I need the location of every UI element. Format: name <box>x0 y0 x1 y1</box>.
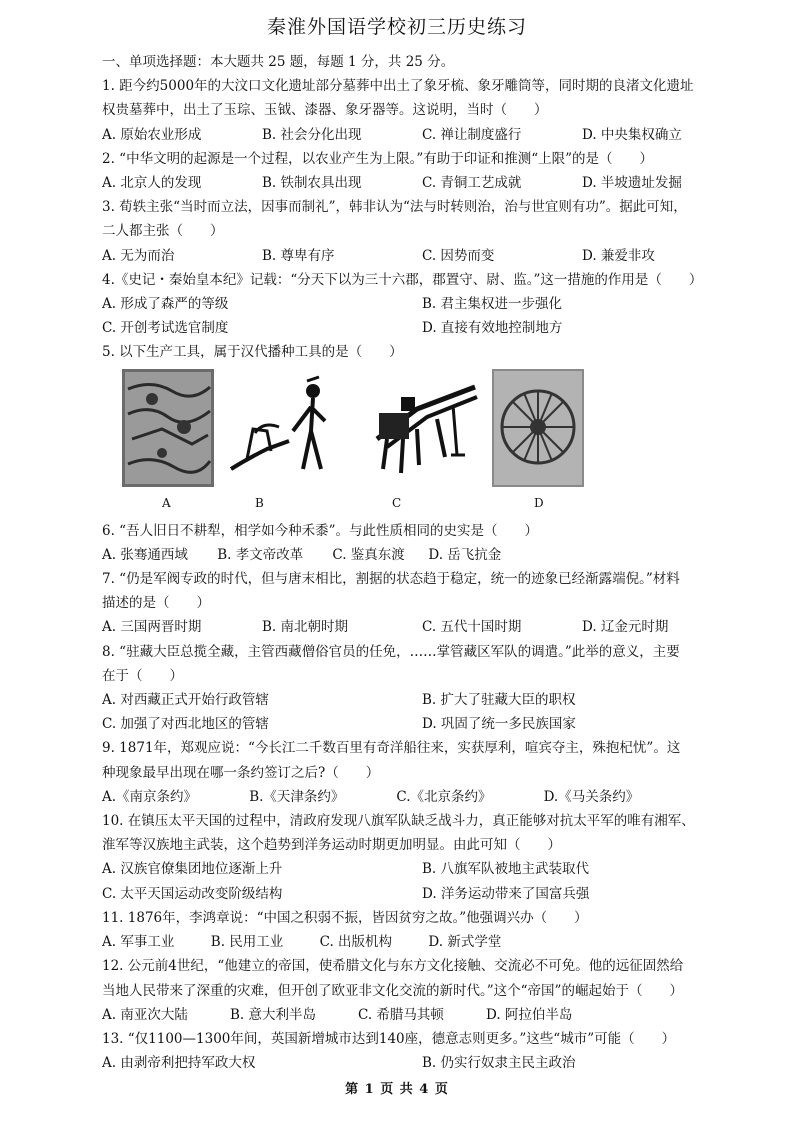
option-d: D. 辽金元时期 <box>582 619 669 636</box>
question-13 <box>102 1027 742 1075</box>
option-b: B. 仍实行奴隶主民主政治 <box>422 1055 576 1072</box>
question-text: 6. “吾人旧日不耕犁，相学如今种禾黍”。与此性质相同的史实是（ ） <box>102 522 538 539</box>
option-d: D. 洋务运动带来了国富兵强 <box>422 885 590 902</box>
question-11 <box>102 906 742 954</box>
section-heading: 一、单项选择题：本大题共 25 题，每题 1 分，共 25 分。 <box>102 54 455 70</box>
options-row <box>102 1051 742 1075</box>
question-text: 权贵墓葬中，出土了玉琮、玉钺、漆器、象牙器等。这说明，当时（ ） <box>102 102 548 119</box>
page-number: 第 1 页 共 4 页 <box>345 1082 449 1097</box>
question-text: 13. “仅1100—1300年间，英国新增城市达到140座，德意志则更多。”这些“城市”可能（ ） <box>102 1030 676 1047</box>
option-c: C. 禅让制度盛行 <box>422 126 522 143</box>
option-b: B.《天津条约》 <box>249 788 345 805</box>
option-a: A. 南亚次大陆 <box>102 1006 188 1023</box>
question-list <box>102 50 742 1075</box>
question-5 <box>102 340 742 516</box>
option-c: C. 出版机构 <box>319 934 393 951</box>
question-text: 5. 以下生产工具，属于汉代播种工具的是（ ） <box>102 344 403 361</box>
options-row <box>102 292 742 316</box>
option-a: A. 军事工业 <box>102 934 175 951</box>
question-12 <box>102 954 742 1027</box>
question-6 <box>102 519 742 567</box>
question-4 <box>102 268 742 341</box>
question-text: 8. “驻藏大臣总揽全藏，主管西藏僧俗官员的任免，……掌管藏区军队的调遣。”此举的意义，主要 <box>102 643 680 660</box>
option-a: A. 原始农业形成 <box>102 126 202 143</box>
option-b: B. 南北朝时期 <box>262 619 349 636</box>
question-text: 1. 距今约5000年的大汶口文化遗址部分墓葬中出土了象牙梳、象牙雕筒等，同时期的良渚文化遗址 <box>102 78 694 95</box>
question-3 <box>102 195 742 268</box>
option-a: A. 北京人的发现 <box>102 175 202 192</box>
question-text: 9. 1871年，郑观应说：“今长江二千数百里有奇洋船往来，实获厚利，喧宾夺主，殊抱杞忧”。这 <box>102 740 681 757</box>
question-text: 11. 1876年，李鸿章说：“中国之积弱不振，皆因贫穷之故。”他强调兴办（ ） <box>102 909 588 926</box>
option-d: D. 直接有效地控制地方 <box>422 320 563 337</box>
option-a: A. 形成了森严的等级 <box>102 296 229 313</box>
option-d: D. 岳飞抗金 <box>428 546 502 563</box>
option-a: A. 无为而治 <box>102 247 175 264</box>
option-b: B. 民用工业 <box>210 934 284 951</box>
tool-image-b <box>227 369 337 487</box>
option-d: D.《马关条约》 <box>543 788 640 805</box>
question-text: 种现象最早出现在哪一条约签订之后?（ ） <box>102 764 380 781</box>
question-text: 二人都主张（ ） <box>102 223 224 240</box>
tool-images <box>102 369 742 517</box>
option-c: C. 五代十国时期 <box>422 619 522 636</box>
option-b: B. 铁制农具出现 <box>262 175 362 192</box>
option-c: C. 青铜工艺成就 <box>422 175 522 192</box>
question-10 <box>102 809 742 906</box>
options-row <box>102 930 742 954</box>
option-d: D. 巩固了统一多民族国家 <box>422 716 576 733</box>
question-text: 在于（ ） <box>102 667 183 684</box>
options-row <box>102 857 742 881</box>
option-a: A. 对西藏正式开始行政管辖 <box>102 692 269 709</box>
question-text: 淮军等汉族地主武装，这个趋势到洋务运动时期更加明显。由此可知（ ） <box>102 837 561 854</box>
options-row <box>102 171 742 195</box>
option-d: D. 中央集权确立 <box>582 126 682 143</box>
option-b: B. 意大利半岛 <box>230 1006 317 1023</box>
option-a: A. 由剥帝利把持军政大权 <box>102 1055 256 1072</box>
question-text: 当地人民带来了深重的灾难，但开创了欧亚非文化交流的新时代。”这个“帝国”的崛起始于（ ） <box>102 982 683 999</box>
options-row <box>102 688 742 712</box>
option-b: B. 尊卑有序 <box>262 247 335 264</box>
option-b: B. 社会分化出现 <box>262 126 362 143</box>
tool-label-b: B <box>255 495 264 510</box>
options-row <box>102 316 742 340</box>
page-title: 秦淮外国语学校初三历史练习 <box>266 16 527 38</box>
question-text: 2. “中华文明的起源是一个过程，以农业产生为上限。”有助于印证和推测“上限”的是（ ） <box>102 150 654 167</box>
option-a: A. 张骞通西域 <box>102 546 188 563</box>
options-row <box>102 785 742 809</box>
option-a: A. 汉族官僚集团地位逐渐上升 <box>102 861 283 878</box>
question-2 <box>102 147 742 195</box>
option-c: C. 鉴真东渡 <box>332 546 405 563</box>
option-d: D. 半坡遗址发掘 <box>582 175 682 192</box>
option-c: C. 加强了对西北地区的管辖 <box>102 716 269 733</box>
question-9 <box>102 736 742 809</box>
option-b: B. 孝文帝改革 <box>217 546 304 563</box>
option-d: D. 阿拉伯半岛 <box>486 1006 573 1023</box>
options-row <box>102 712 742 736</box>
question-text: 4.《史记・秦始皇本纪》记载：“分天下以为三十六郡，郡置守、尉、监。”这一措施的作用是（ ） <box>102 271 703 288</box>
option-d: D. 兼爱非攻 <box>582 247 655 264</box>
options-row <box>102 543 742 567</box>
option-b: B. 八旗军队被地主武装取代 <box>422 861 590 878</box>
tool-label-d: D <box>534 495 544 510</box>
option-b: B. 君主集权进一步强化 <box>422 296 563 313</box>
options-row <box>102 123 742 147</box>
question-text: 10. 在镇压太平天国的过程中，清政府发现八旗军队缺乏战斗力，真正能够对抗太平军的唯有湘军、 <box>102 813 695 830</box>
question-8 <box>102 640 742 737</box>
tool-label-c: C <box>392 495 402 510</box>
question-text: 3. 荀轶主张“当时而立法，因事而制礼”，韩非认为“法与时转则治，治与世宜则有功”。据此可知， <box>102 199 687 216</box>
option-a: A.《南京条约》 <box>102 788 198 805</box>
options-row <box>102 882 742 906</box>
tool-image-d <box>492 369 584 487</box>
options-row <box>102 244 742 268</box>
question-text: 12. 公元前4世纪，“他建立的帝国，使希腊文化与东方文化接触、交流必不可免。他的远征固然给 <box>102 958 684 975</box>
option-b: B. 扩大了驻藏大臣的职权 <box>422 692 576 709</box>
option-d: D. 新式学堂 <box>428 934 502 951</box>
question-text: 7. “仍是军阀专政的时代，但与唐末相比，割据的状态趋于稳定，统一的迹象已经渐露端倪。”材料 <box>102 571 680 588</box>
option-c: C. 因势而变 <box>422 247 495 264</box>
options-row <box>102 615 742 639</box>
option-c: C.《北京条约》 <box>396 788 492 805</box>
tool-label-a: A <box>162 495 171 510</box>
question-text: 描述的是（ ） <box>102 595 210 612</box>
question-1 <box>102 74 742 147</box>
tool-image-c <box>357 369 482 487</box>
option-c: C. 希腊马其顿 <box>358 1006 444 1023</box>
option-c: C. 太平天国运动改变阶级结构 <box>102 885 283 902</box>
option-c: C. 开创考试选官制度 <box>102 320 229 337</box>
tool-image-a <box>122 369 214 487</box>
options-row <box>102 1003 742 1027</box>
option-a: A. 三国两晋时期 <box>102 619 202 636</box>
question-7 <box>102 567 742 640</box>
